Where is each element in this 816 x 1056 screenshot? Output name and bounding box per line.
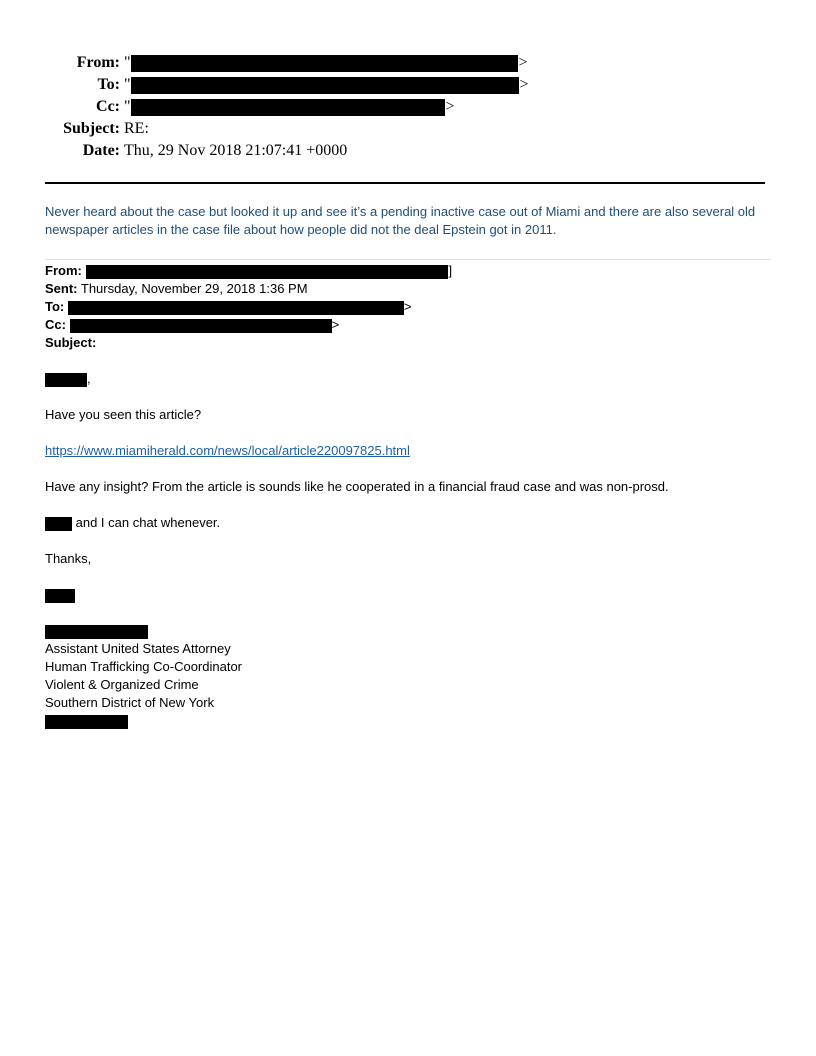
redaction-bar	[131, 77, 519, 94]
orig-sent-row	[45, 280, 785, 298]
redaction-bar	[131, 55, 518, 72]
signature-name-line	[45, 622, 785, 640]
header-date-row	[0, 140, 348, 162]
greeting-line	[45, 370, 785, 388]
orig-cc-tail: >	[331, 317, 340, 332]
header-from-quote: "	[124, 54, 131, 71]
redaction-bar	[86, 265, 448, 279]
signature-title: Assistant United States Attorney	[45, 641, 231, 656]
article-link[interactable]: https://www.miamiherald.com/news/local/article220097825.html	[45, 443, 410, 458]
header-from-label: From:	[76, 54, 120, 71]
sender-name-line	[45, 586, 785, 604]
orig-to-label: To:	[45, 299, 65, 314]
orig-from-row	[45, 262, 785, 280]
quoted-message	[45, 262, 785, 730]
insight-line: Have any insight? From the article is sounds like he cooperated in a financial fraud case and was non-prosd.	[45, 479, 669, 494]
reply-body: Never heard about the case but looked it up and see it’s a pending inactive case out of Miami and there are also several old newspaper articles in the case file about how people did not the deal Epstein got in 2011.	[45, 204, 756, 237]
header-cc-label: Cc:	[96, 98, 120, 115]
orig-subject-label: Subject:	[45, 335, 97, 350]
redaction-bar	[131, 99, 445, 116]
header-subject-label: Subject:	[63, 120, 120, 137]
header-date-label: Date:	[82, 142, 120, 159]
orig-subject-row	[45, 334, 785, 352]
redaction-bar	[45, 373, 87, 387]
question-line: Have you seen this article?	[45, 407, 202, 422]
redaction-bar	[45, 589, 75, 603]
signature-office: Southern District of New York	[45, 695, 215, 710]
orig-cc-row	[45, 316, 785, 334]
header-divider	[45, 182, 765, 184]
header-cc-row	[0, 96, 455, 118]
header-to-label: To:	[97, 76, 120, 93]
header-to-value	[124, 74, 529, 96]
redaction-bar	[68, 301, 404, 315]
header-subject-value: RE:	[124, 120, 149, 137]
header-to-quote: "	[124, 76, 131, 93]
header-subject-row	[0, 118, 149, 140]
signature-contact-line	[45, 712, 785, 730]
chat-text: and I can chat whenever.	[72, 515, 221, 530]
thanks-line: Thanks,	[45, 551, 92, 566]
signature-role: Human Trafficking Co-Coordinator	[45, 659, 243, 674]
header-to-tail: >	[519, 76, 529, 93]
redaction-bar	[45, 517, 72, 531]
header-cc-tail: >	[445, 98, 455, 115]
article-link-line	[45, 442, 785, 460]
header-from-tail: >	[518, 54, 528, 71]
header-date-value: Thu, 29 Nov 2018 21:07:41 +0000	[124, 142, 348, 159]
orig-from-tail: ]	[448, 263, 453, 278]
header-from-row	[0, 52, 528, 74]
chat-line	[45, 514, 785, 532]
redaction-bar	[45, 625, 148, 639]
orig-from-label: From:	[45, 263, 82, 278]
orig-cc-label: Cc:	[45, 317, 66, 332]
redaction-bar	[70, 319, 332, 333]
header-cc-value	[124, 96, 455, 118]
orig-sent-value: Thursday, November 29, 2018 1:36 PM	[80, 281, 308, 296]
orig-to-row	[45, 298, 785, 316]
signature-unit: Violent & Organized Crime	[45, 677, 199, 692]
header-to-row	[0, 74, 529, 96]
header-from-value	[124, 52, 528, 74]
header-cc-quote: "	[124, 98, 131, 115]
orig-sent-label: Sent:	[45, 281, 78, 296]
greeting-tail: ,	[87, 371, 91, 386]
quoted-message-rule	[45, 259, 771, 260]
redaction-bar	[45, 715, 128, 729]
orig-to-tail: >	[403, 299, 412, 314]
